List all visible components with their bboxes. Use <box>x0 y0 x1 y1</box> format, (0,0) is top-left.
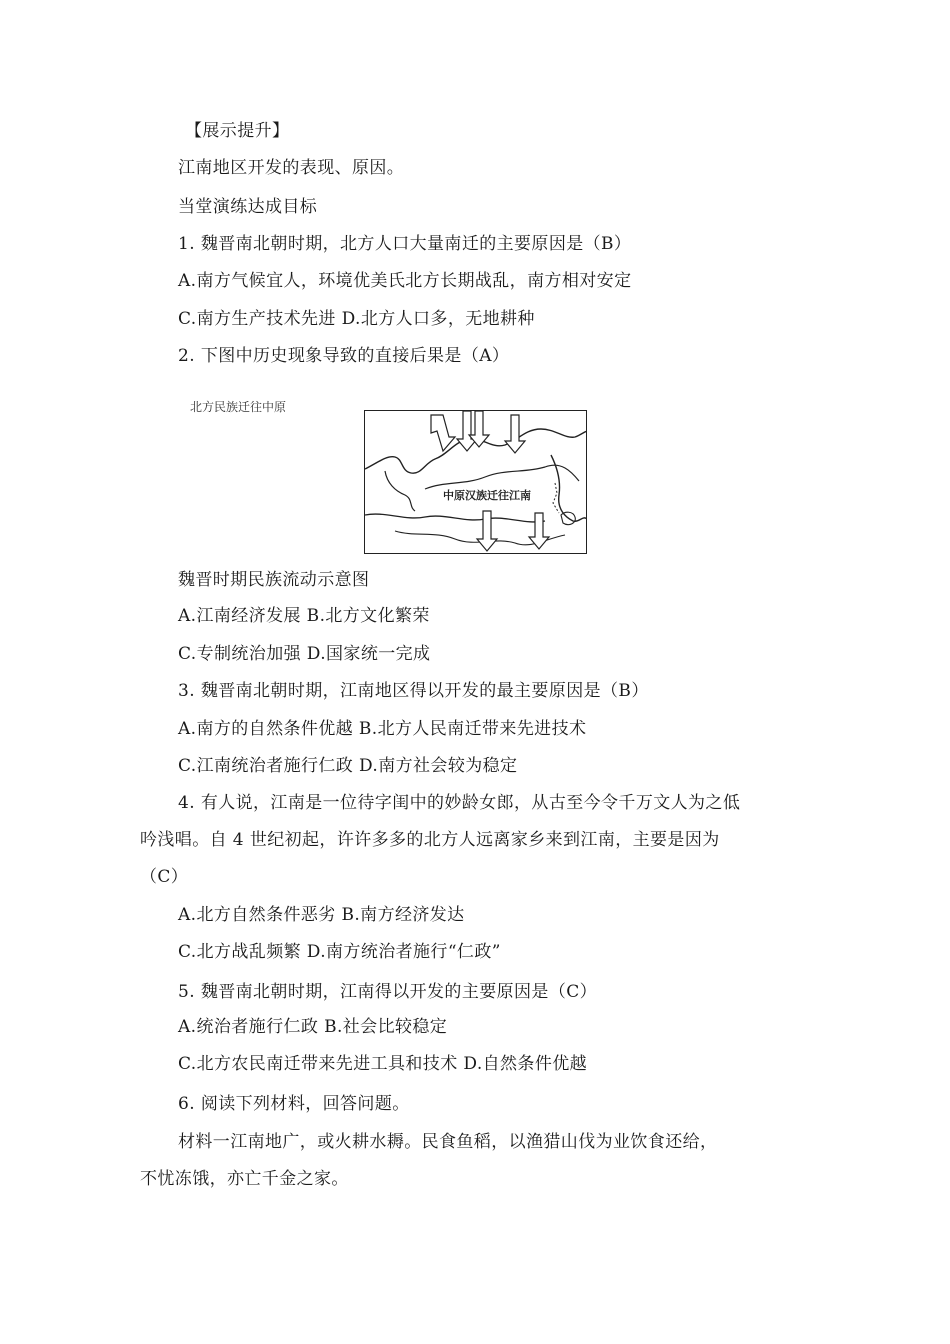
line-topic: 江南地区开发的表现、原因。 <box>178 158 405 178</box>
question-1: 1. 魏晋南北朝时期，北方人口大量南迁的主要原因是（B） <box>178 234 632 254</box>
figure-caption: 魏晋时期民族流动示意图 <box>178 570 370 590</box>
q5-options-ab: A.统治者施行仁政 B.社会比较稳定 <box>178 1017 448 1037</box>
material-1-line-1: 材料一江南地广，或火耕水耨。民食鱼稻，以渔猎山伐为业饮食还给， <box>178 1132 718 1152</box>
question-4-line-2: 吟浅唱。自 4 世纪初起，许许多多的北方人远离家乡来到江南，主要是因为 <box>140 830 720 850</box>
q1-options-ab: A.南方气候宜人，环境优美氏北方长期战乱，南方相对安定 <box>178 271 632 291</box>
question-3: 3. 魏晋南北朝时期，江南地区得以开发的最主要原因是（B） <box>178 681 649 701</box>
line-heading: 【展示提升】 <box>185 121 290 141</box>
q3-options-ab: A.南方的自然条件优越 B.北方人民南迁带来先进技术 <box>178 719 587 739</box>
line-section-title: 当堂演练达成目标 <box>178 197 318 217</box>
material-1-line-2: 不忧冻饿，亦亡千金之家。 <box>140 1169 349 1189</box>
question-2: 2. 下图中历史现象导致的直接后果是（A） <box>178 346 510 366</box>
question-4-answer: （C） <box>140 867 189 887</box>
question-5: 5. 魏晋南北朝时期，江南得以开发的主要原因是（C） <box>178 982 598 1002</box>
figure-caption-top: 北方民族迁往中原 <box>190 400 287 414</box>
question-6: 6. 阅读下列材料，回答问题。 <box>178 1094 410 1114</box>
q2-options-cd: C.专制统治加强 D.国家统一完成 <box>178 644 431 664</box>
migration-map <box>364 410 587 554</box>
q3-options-cd: C.江南统治者施行仁政 D.南方社会较为稳定 <box>178 756 518 776</box>
question-4-line-1: 4. 有人说，江南是一位待字闺中的妙龄女郎，从古至今令千万文人为之低 <box>178 793 741 813</box>
q1-options-cd: C.南方生产技术先进 D.北方人口多，无地耕种 <box>178 309 535 329</box>
q4-options-cd: C.北方战乱频繁 D.南方统治者施行“仁政” <box>178 942 501 962</box>
q5-options-cd: C.北方农民南迁带来先进工具和技术 D.自然条件优越 <box>178 1054 588 1074</box>
map-label: 中原汉族迁往江南 <box>443 489 531 502</box>
migration-map-drawing <box>365 411 587 554</box>
q2-options-ab: A.江南经济发展 B.北方文化繁荣 <box>178 606 430 626</box>
q4-options-ab: A.北方自然条件恶劣 B.南方经济发达 <box>178 905 465 925</box>
